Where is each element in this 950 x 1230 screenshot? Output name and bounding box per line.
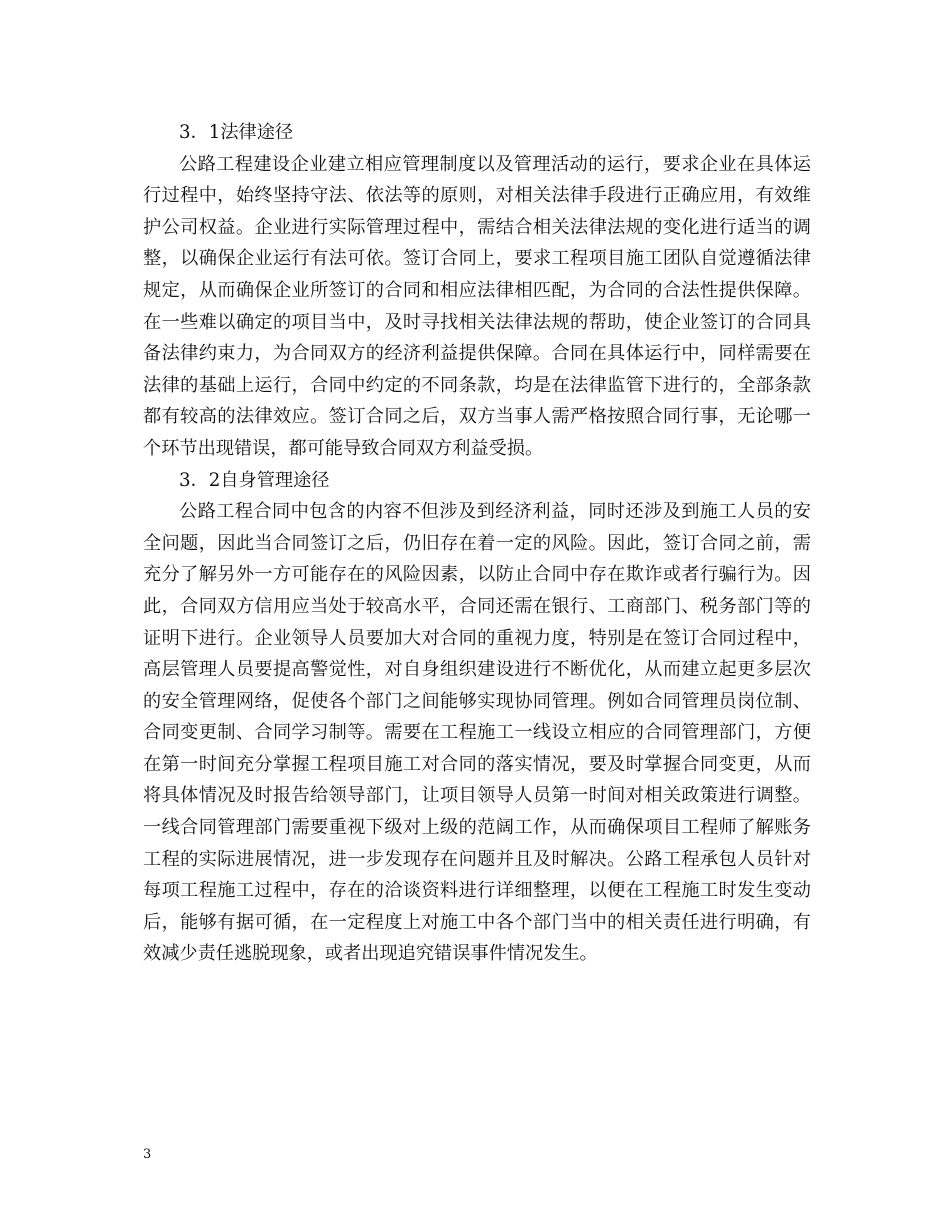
section-paragraph-3-1: 公路工程建设企业建立相应管理制度以及管理活动的运行，要求企业在具体运行过程中，始终坚持守法、依法等的原则，对相关法律手段进行正确应用，有效维护公司权益。企业进行实际管理过程中，需结合相关法律法规的变化进行适当的调整，以确保企业运行有法可依。签订合同上，要求工程项目施工团队自觉遵循法律规定，从而确保企业所签订的合同和相应法律相匹配，为合同的合法性提供保障。在一些难以确定的项目当中，及时寻找相关法律法规的帮助，使企业签订的合同具备法律约束力，为合同双方的经济利益提供保障。合同在具体运行中，同样需要在法律的基础上运行，合同中约定的不同条款，均是在法律监管下进行的，全部条款都有较高的法律效应。签订合同之后，双方当事人需严格按照合同行事，无论哪一个环节出现错误，都可能导致合同双方利益受损。 bbox=[143, 153, 811, 459]
document-body bbox=[143, 117, 811, 970]
section-heading-3-1: 3．1法律途径 bbox=[179, 122, 294, 143]
page-number: 3 bbox=[143, 1147, 152, 1162]
section-heading-3-2: 3．2自身管理途径 bbox=[179, 469, 330, 491]
section-paragraph-3-2: 公路工程合同中包含的内容不但涉及到经济利益，同时还涉及到施工人员的安全问题，因此当合同签订之后，仍旧存在着一定的风险。因此，签订合同之前，需充分了解另外一方可能存在的风险因素，以防止合同中存在欺诈或者行骗行为。因此，合同双方信用应当处于较高水平，合同还需在银行、工商部门、税务部门等的证明下进行。企业领导人员要加大对合同的重视力度，特别是在签订合同过程中，高层管理人员要提高警觉性，对自身组织建设进行不断优化，从而建立起更多层次的安全管理网络，促使各个部门之间能够实现协同管理。例如合同管理员岗位制、合同变更制、合同学习制等。需要在工程施工一线设立相应的合同管理部门，方便在第一时间充分掌握工程项目施工对合同的落实情况，要及时掌握合同变更，从而将具体情况及时报告给领导部门，让项目领导人员第一时间对相关政策进行调整。一线合同管理部门需要重视下级对上级的范阔工作，从而确保项目工程师了解账务工程的实际进展情况，进一步发现存在问题并且及时解决。公路工程承包人员针对每项工程施工过程中，存在的洽谈资料进行详细整理，以便在工程施工时发生变动后，能够有据可循，在一定程度上对施工中各个部门当中的相关责任进行明确，有效减少责任逃脱现象，或者出现追究错误事件情况发生。 bbox=[143, 501, 811, 965]
